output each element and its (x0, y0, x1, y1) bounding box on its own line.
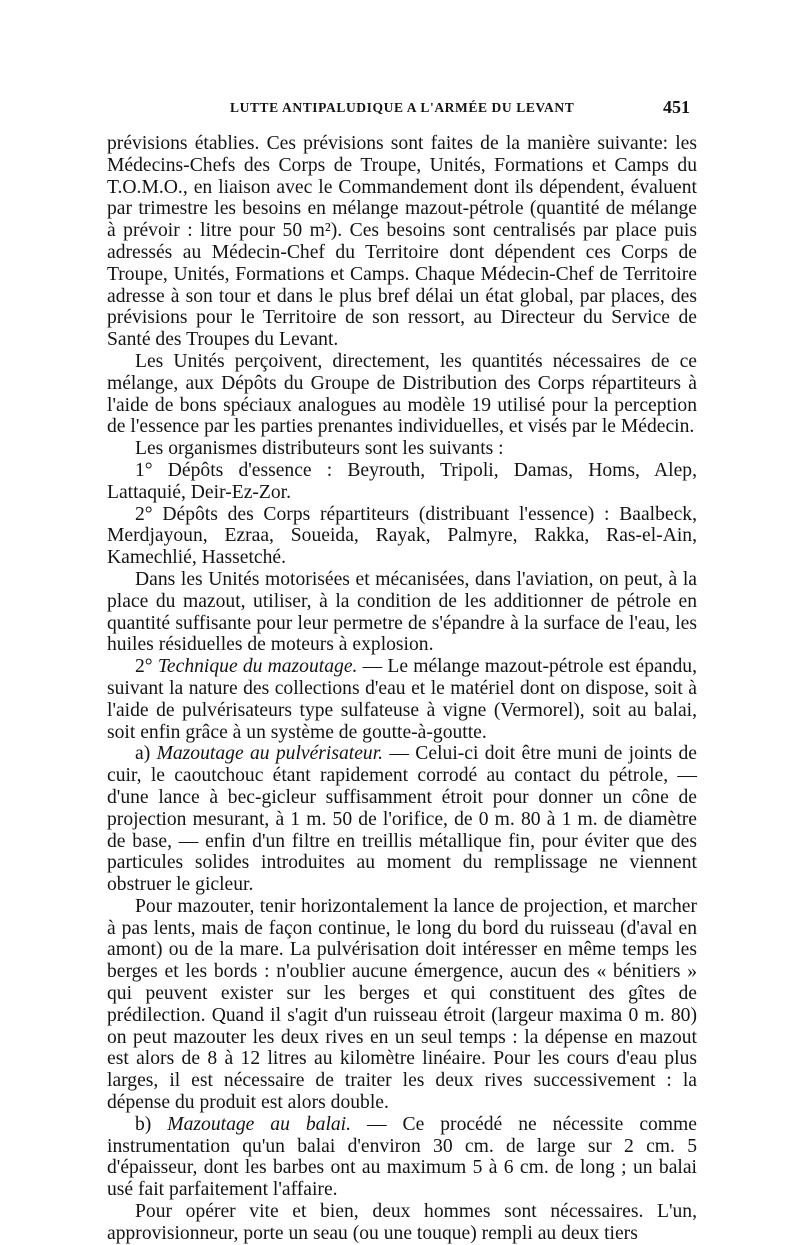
subsection-title: Mazoutage au balai. (167, 1113, 352, 1135)
subsection-text: — Celui-ci doit être muni de joints de cuir, le caoutchouc étant rapidement corrodé au contact du pétrole, — d'une lance à bec-gicleur suffisamment étroit pour donner un cône de projection mesurant, à 1 m. 50 de l'orifice, de 0 m. 80 à 1 m. de diamètre de base, — enfin d'un filtre en treillis métallique fin, pour éviter que des particules solides introduites au moment du remplissage ne viennent obstruer le gicleur. (107, 743, 697, 896)
subsection-paragraph (107, 1114, 697, 1201)
subsection-label: b) (135, 1113, 152, 1135)
running-title: LUTTE ANTIPALUDIQUE A L'ARMÉE DU LEVANT (230, 100, 575, 115)
paragraph: prévisions établies. Ces prévisions sont faites de la manière suivante: les Médecins-Chefs des Corps de Troupe, Unités, Formations et Camps du T.O.M.O., en liaison avec le Commandement dont ils dépendent, évaluent par trimestre les besoins en mélange mazout-pétrole (quantité de mélange à prévoir : litre pour 50 m²). Ces besoins sont centralisés par place puis adressés au Médecin-Chef du Territoire dont dépendent ces Corps de Troupe, Unités, Formations et Camps. Chaque Médecin-Chef de Territoire adresse à son tour et dans le plus bref délai un état global, par places, des prévisions pour le Territoire de son ressort, au Directeur du Service de Santé des Troupes du Levant. (107, 133, 697, 351)
subsection-title: Mazoutage au pulvérisateur. (156, 743, 384, 765)
page-header (230, 97, 690, 124)
body-text (107, 133, 697, 1245)
section-number: 2° (135, 656, 153, 678)
subsection-label: a) (135, 743, 151, 765)
section-text: — Le mélange mazout-pétrole est épandu, suivant la nature des collections d'eau et le matériel dont on dispose, soit à l'aide de pulvérisateurs type sulfateuse à vigne (Vermorel), soit au balai, soit enfin grâce à un système de goutte-à-goutte. (107, 656, 697, 743)
paragraph: Pour opérer vite et bien, deux hommes sont nécessaires. L'un, approvisionneur, porte un seau (ou une touque) rempli au deux tiers (107, 1201, 697, 1244)
list-item: 2° Dépôts des Corps répartiteurs (distribuant l'essence) : Baalbeck, Merdjayoun, Ezraa, Soueida, Rayak, Palmyre, Rakka, Ras-el-Ain, Kamechlié, Hassetché. (107, 503, 697, 569)
paragraph: Pour mazouter, tenir horizontalement la lance de projection, et marcher à pas lents, mais de façon continue, le long du bord du ruisseau (d'aval en amont) ou de la mare. La pulvérisation doit intéresser en même temps les berges et les bords : n'oublier aucune émergence, aucun des « bénitiers » qui peuvent exister sur les berges et qui constituent des gîtes de prédilection. Quand il s'agit d'un ruisseau étroit (largeur maxima 0 m. 80) on peut mazouter les deux rives en un seul temps : la dépense en mazout est alors de 8 à 12 litres au kilomètre linéaire. Pour les cours d'eau plus larges, il est nécessaire de traiter les deux rives successivement : la dépense du produit est alors double. (107, 895, 697, 1114)
list-item: 1° Dépôts d'essence : Beyrouth, Tripoli, Damas, Homs, Alep, Lattaquié, Deir-Ez-Zor. (107, 459, 697, 503)
section-title: Technique du mazoutage. (157, 656, 358, 678)
subsection-paragraph (107, 743, 697, 896)
paragraph: Les organismes distributeurs sont les suivants : (135, 438, 504, 460)
section-paragraph (107, 656, 697, 743)
paragraph: Les Unités perçoivent, directement, les quantités nécessaires de ce mélange, aux Dépôts du Groupe de Distribution des Corps répartiteurs à l'aide de bons spéciaux analogues au modèle 19 utilisé pour la perception de l'essence par les parties prenantes individuelles, et visés par le Médecin. (107, 350, 697, 438)
paragraph: Dans les Unités motorisées et mécanisées, dans l'aviation, on peut, à la place du mazout, utiliser, à la condition de les additionner de pétrole en quantité suffisante pour leur permetre de s'épandre à la surface de l'eau, les huiles résiduelles de moteurs à explosion. (107, 568, 697, 656)
subsection-text: — Ce procédé ne nécessite comme instrumentation qu'un balai d'environ 30 cm. de large sur 2 cm. 5 d'épaisseur, dont les barbes ont au maximum 5 à 6 cm. de long ; un balai usé fait parfaitement l'affaire. (107, 1113, 697, 1201)
page-number: 451 (663, 97, 690, 117)
